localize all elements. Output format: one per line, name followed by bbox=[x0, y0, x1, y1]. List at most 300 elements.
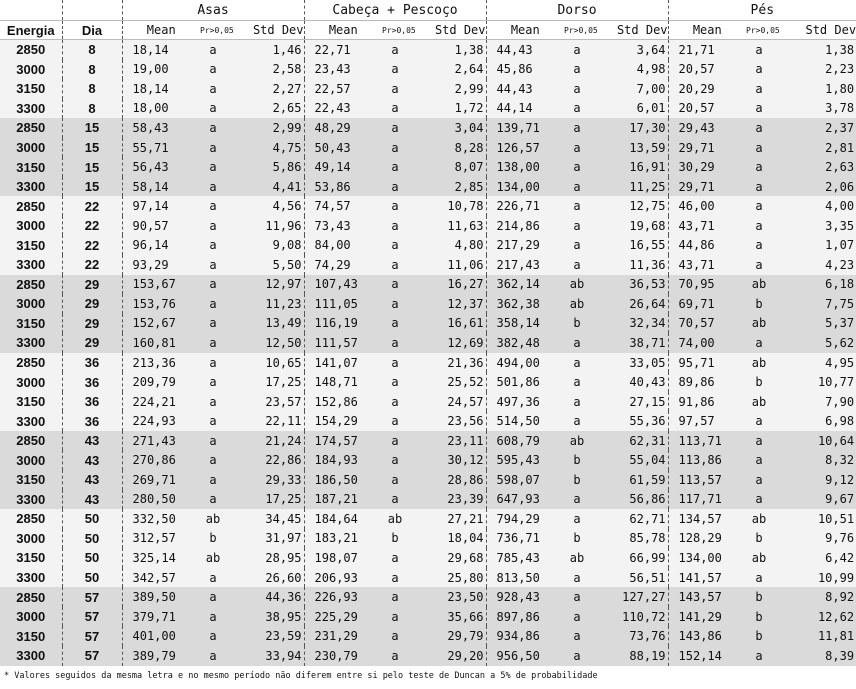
dorso-mean-cell: 813,50 bbox=[486, 568, 564, 588]
cabeca-letter-cell: a bbox=[382, 607, 408, 627]
asas-letter-cell: ab bbox=[200, 509, 226, 529]
dorso-letter-cell: a bbox=[564, 568, 590, 588]
pes-mean-cell: 141,57 bbox=[668, 568, 746, 588]
pes-letter-cell: a bbox=[746, 568, 772, 588]
dorso-std-cell: 16,55 bbox=[590, 235, 668, 255]
pes-letter-cell: ab bbox=[746, 275, 772, 295]
pes-letter-cell: a bbox=[746, 99, 772, 119]
asas-mean-cell: 90,57 bbox=[122, 216, 200, 236]
asas-letter-cell: a bbox=[200, 646, 226, 666]
energia-cell: 3150 bbox=[0, 157, 62, 177]
dia-cell: 29 bbox=[62, 275, 122, 295]
group-header: Pés bbox=[668, 0, 856, 21]
dorso-mean-cell: 217,43 bbox=[486, 255, 564, 275]
pes-letter-cell: b bbox=[746, 294, 772, 314]
pes-letter-cell: ab bbox=[746, 392, 772, 412]
asas-std-cell: 2,99 bbox=[226, 118, 304, 138]
cabeca-letter-cell: a bbox=[382, 490, 408, 510]
dorso-mean-cell: 44,14 bbox=[486, 99, 564, 119]
pes-mean-cell: 70,57 bbox=[668, 314, 746, 334]
asas-mean-cell: 389,79 bbox=[122, 646, 200, 666]
dorso-std-cell: 26,64 bbox=[590, 294, 668, 314]
pes-mean-cell: 113,86 bbox=[668, 450, 746, 470]
asas-mean-cell: 389,50 bbox=[122, 587, 200, 607]
asas-std-cell: 11,23 bbox=[226, 294, 304, 314]
table-row bbox=[0, 177, 856, 197]
cabeca-std-cell: 1,38 bbox=[408, 40, 486, 60]
dia-cell: 29 bbox=[62, 333, 122, 353]
std-header: Std Dev bbox=[408, 21, 486, 40]
cabeca-mean-cell: 154,29 bbox=[304, 411, 382, 431]
cabeca-std-cell: 8,28 bbox=[408, 138, 486, 158]
energia-cell: 3150 bbox=[0, 392, 62, 412]
asas-mean-cell: 97,14 bbox=[122, 196, 200, 216]
energia-cell: 3000 bbox=[0, 607, 62, 627]
dia-cell: 22 bbox=[62, 196, 122, 216]
energia-cell: 2850 bbox=[0, 196, 62, 216]
asas-letter-cell: a bbox=[200, 157, 226, 177]
dorso-std-cell: 11,25 bbox=[590, 177, 668, 197]
dorso-std-cell: 55,36 bbox=[590, 411, 668, 431]
energia-cell: 3300 bbox=[0, 568, 62, 588]
dorso-std-cell: 110,72 bbox=[590, 607, 668, 627]
pes-mean-cell: 91,86 bbox=[668, 392, 746, 412]
asas-letter-cell: a bbox=[200, 372, 226, 392]
asas-std-cell: 2,65 bbox=[226, 99, 304, 119]
pes-std-cell: 4,95 bbox=[772, 353, 856, 373]
table-row bbox=[0, 490, 856, 510]
pes-letter-cell: a bbox=[746, 490, 772, 510]
dorso-mean-cell: 362,14 bbox=[486, 275, 564, 295]
pes-letter-cell: a bbox=[746, 450, 772, 470]
dia-cell: 43 bbox=[62, 470, 122, 490]
cabeca-letter-cell: ab bbox=[382, 509, 408, 529]
asas-letter-cell: a bbox=[200, 79, 226, 99]
cabeca-std-cell: 27,21 bbox=[408, 509, 486, 529]
dorso-mean-cell: 44,43 bbox=[486, 79, 564, 99]
dorso-letter-cell: b bbox=[564, 470, 590, 490]
dorso-letter-cell: a bbox=[564, 372, 590, 392]
asas-std-cell: 5,86 bbox=[226, 157, 304, 177]
dorso-std-cell: 13,59 bbox=[590, 138, 668, 158]
pes-std-cell: 7,75 bbox=[772, 294, 856, 314]
pes-std-cell: 10,99 bbox=[772, 568, 856, 588]
dorso-std-cell: 19,68 bbox=[590, 216, 668, 236]
energia-cell: 3000 bbox=[0, 450, 62, 470]
pes-letter-cell: a bbox=[746, 196, 772, 216]
cabeca-mean-cell: 111,05 bbox=[304, 294, 382, 314]
dorso-mean-cell: 139,71 bbox=[486, 118, 564, 138]
asas-letter-cell: a bbox=[200, 275, 226, 295]
dia-cell: 36 bbox=[62, 353, 122, 373]
energia-cell: 3000 bbox=[0, 60, 62, 80]
pes-mean-cell: 70,95 bbox=[668, 275, 746, 295]
cabeca-letter-cell: a bbox=[382, 235, 408, 255]
cabeca-letter-cell: a bbox=[382, 275, 408, 295]
dorso-std-cell: 7,00 bbox=[590, 79, 668, 99]
table-row bbox=[0, 646, 856, 666]
dorso-letter-cell: a bbox=[564, 392, 590, 412]
pes-mean-cell: 43,71 bbox=[668, 216, 746, 236]
asas-mean-cell: 18,14 bbox=[122, 40, 200, 60]
cabeca-letter-cell: a bbox=[382, 196, 408, 216]
asas-std-cell: 17,25 bbox=[226, 490, 304, 510]
dorso-mean-cell: 736,71 bbox=[486, 529, 564, 549]
dia-cell: 50 bbox=[62, 548, 122, 568]
cabeca-mean-cell: 148,71 bbox=[304, 372, 382, 392]
asas-letter-cell: a bbox=[200, 470, 226, 490]
dorso-std-cell: 3,64 bbox=[590, 40, 668, 60]
dia-cell: 36 bbox=[62, 372, 122, 392]
dorso-std-cell: 56,51 bbox=[590, 568, 668, 588]
asas-std-cell: 38,95 bbox=[226, 607, 304, 627]
pr-header: Pr>0,05 bbox=[200, 21, 226, 40]
cabeca-mean-cell: 186,50 bbox=[304, 470, 382, 490]
table-row bbox=[0, 314, 856, 334]
dorso-std-cell: 127,27 bbox=[590, 587, 668, 607]
cabeca-mean-cell: 49,14 bbox=[304, 157, 382, 177]
dorso-std-cell: 62,71 bbox=[590, 509, 668, 529]
dia-cell: 8 bbox=[62, 99, 122, 119]
pes-std-cell: 5,62 bbox=[772, 333, 856, 353]
corner-blank bbox=[0, 0, 62, 21]
dorso-letter-cell: ab bbox=[564, 548, 590, 568]
group-header: Dorso bbox=[486, 0, 668, 21]
cabeca-mean-cell: 22,71 bbox=[304, 40, 382, 60]
pes-mean-cell: 20,29 bbox=[668, 79, 746, 99]
energia-cell: 2850 bbox=[0, 431, 62, 451]
energia-cell: 3150 bbox=[0, 470, 62, 490]
energia-cell: 3300 bbox=[0, 177, 62, 197]
cabeca-std-cell: 24,57 bbox=[408, 392, 486, 412]
pes-letter-cell: a bbox=[746, 333, 772, 353]
cabeca-std-cell: 12,69 bbox=[408, 333, 486, 353]
dorso-mean-cell: 608,79 bbox=[486, 431, 564, 451]
dorso-std-cell: 38,71 bbox=[590, 333, 668, 353]
pes-mean-cell: 46,00 bbox=[668, 196, 746, 216]
dia-cell: 8 bbox=[62, 79, 122, 99]
dia-cell: 43 bbox=[62, 431, 122, 451]
pes-std-cell: 3,78 bbox=[772, 99, 856, 119]
dorso-letter-cell: a bbox=[564, 60, 590, 80]
pes-mean-cell: 143,86 bbox=[668, 626, 746, 646]
dorso-std-cell: 16,91 bbox=[590, 157, 668, 177]
table-row bbox=[0, 216, 856, 236]
pes-mean-cell: 43,71 bbox=[668, 255, 746, 275]
asas-std-cell: 12,97 bbox=[226, 275, 304, 295]
dorso-letter-cell: a bbox=[564, 177, 590, 197]
energia-cell: 3300 bbox=[0, 99, 62, 119]
cabeca-std-cell: 23,50 bbox=[408, 587, 486, 607]
dorso-std-cell: 33,05 bbox=[590, 353, 668, 373]
dorso-std-cell: 56,86 bbox=[590, 490, 668, 510]
pes-std-cell: 2,81 bbox=[772, 138, 856, 158]
cabeca-std-cell: 23,39 bbox=[408, 490, 486, 510]
cabeca-mean-cell: 187,21 bbox=[304, 490, 382, 510]
pes-mean-cell: 69,71 bbox=[668, 294, 746, 314]
energia-cell: 3150 bbox=[0, 626, 62, 646]
pes-std-cell: 9,12 bbox=[772, 470, 856, 490]
dorso-std-cell: 4,98 bbox=[590, 60, 668, 80]
asas-letter-cell: a bbox=[200, 626, 226, 646]
corner-blank bbox=[62, 0, 122, 21]
dia-cell: 22 bbox=[62, 255, 122, 275]
dorso-mean-cell: 928,43 bbox=[486, 587, 564, 607]
dorso-letter-cell: a bbox=[564, 646, 590, 666]
asas-letter-cell: a bbox=[200, 607, 226, 627]
energia-cell: 3000 bbox=[0, 529, 62, 549]
asas-letter-cell: a bbox=[200, 431, 226, 451]
dorso-mean-cell: 785,43 bbox=[486, 548, 564, 568]
cabeca-mean-cell: 73,43 bbox=[304, 216, 382, 236]
dorso-mean-cell: 934,86 bbox=[486, 626, 564, 646]
table-row bbox=[0, 548, 856, 568]
table-row bbox=[0, 79, 856, 99]
asas-std-cell: 31,97 bbox=[226, 529, 304, 549]
asas-letter-cell: a bbox=[200, 314, 226, 334]
pes-letter-cell: a bbox=[746, 177, 772, 197]
dorso-letter-cell: b bbox=[564, 314, 590, 334]
asas-letter-cell: a bbox=[200, 255, 226, 275]
table-row bbox=[0, 626, 856, 646]
cabeca-mean-cell: 116,19 bbox=[304, 314, 382, 334]
energia-cell: 3000 bbox=[0, 138, 62, 158]
asas-mean-cell: 153,67 bbox=[122, 275, 200, 295]
mean-header: Mean bbox=[486, 21, 564, 40]
cabeca-std-cell: 2,99 bbox=[408, 79, 486, 99]
cabeca-std-cell: 16,27 bbox=[408, 275, 486, 295]
cabeca-letter-cell: a bbox=[382, 626, 408, 646]
table-row bbox=[0, 196, 856, 216]
dorso-std-cell: 11,36 bbox=[590, 255, 668, 275]
mean-header: Mean bbox=[122, 21, 200, 40]
table-row bbox=[0, 470, 856, 490]
cabeca-std-cell: 1,72 bbox=[408, 99, 486, 119]
dorso-mean-cell: 134,00 bbox=[486, 177, 564, 197]
group-header-row bbox=[0, 0, 856, 21]
mean-header: Mean bbox=[304, 21, 382, 40]
dorso-std-cell: 32,34 bbox=[590, 314, 668, 334]
asas-letter-cell: a bbox=[200, 196, 226, 216]
pes-mean-cell: 134,57 bbox=[668, 509, 746, 529]
cabeca-mean-cell: 152,86 bbox=[304, 392, 382, 412]
cabeca-std-cell: 11,63 bbox=[408, 216, 486, 236]
cabeca-mean-cell: 206,93 bbox=[304, 568, 382, 588]
dorso-letter-cell: a bbox=[564, 255, 590, 275]
pes-std-cell: 10,64 bbox=[772, 431, 856, 451]
dia-cell: 57 bbox=[62, 626, 122, 646]
cabeca-std-cell: 18,04 bbox=[408, 529, 486, 549]
cabeca-std-cell: 10,78 bbox=[408, 196, 486, 216]
cabeca-letter-cell: a bbox=[382, 177, 408, 197]
cabeca-std-cell: 25,52 bbox=[408, 372, 486, 392]
asas-std-cell: 4,56 bbox=[226, 196, 304, 216]
dia-cell: 50 bbox=[62, 568, 122, 588]
column-header-row bbox=[0, 21, 856, 40]
dorso-letter-cell: a bbox=[564, 411, 590, 431]
asas-mean-cell: 271,43 bbox=[122, 431, 200, 451]
pes-letter-cell: b bbox=[746, 626, 772, 646]
pes-std-cell: 6,18 bbox=[772, 275, 856, 295]
asas-std-cell: 2,27 bbox=[226, 79, 304, 99]
dorso-letter-cell: a bbox=[564, 138, 590, 158]
asas-mean-cell: 270,86 bbox=[122, 450, 200, 470]
asas-std-cell: 4,75 bbox=[226, 138, 304, 158]
pes-mean-cell: 152,14 bbox=[668, 646, 746, 666]
dorso-std-cell: 66,99 bbox=[590, 548, 668, 568]
pes-mean-cell: 113,71 bbox=[668, 431, 746, 451]
pes-std-cell: 10,51 bbox=[772, 509, 856, 529]
dorso-letter-cell: a bbox=[564, 607, 590, 627]
pes-mean-cell: 30,29 bbox=[668, 157, 746, 177]
cabeca-mean-cell: 53,86 bbox=[304, 177, 382, 197]
asas-letter-cell: a bbox=[200, 60, 226, 80]
table-row bbox=[0, 138, 856, 158]
dorso-mean-cell: 956,50 bbox=[486, 646, 564, 666]
asas-std-cell: 1,46 bbox=[226, 40, 304, 60]
cabeca-mean-cell: 23,43 bbox=[304, 60, 382, 80]
pes-mean-cell: 29,71 bbox=[668, 177, 746, 197]
asas-std-cell: 26,60 bbox=[226, 568, 304, 588]
pes-std-cell: 2,23 bbox=[772, 60, 856, 80]
pes-letter-cell: a bbox=[746, 157, 772, 177]
cabeca-letter-cell: a bbox=[382, 372, 408, 392]
asas-std-cell: 21,24 bbox=[226, 431, 304, 451]
pes-letter-cell: a bbox=[746, 60, 772, 80]
dia-cell: 43 bbox=[62, 490, 122, 510]
table-row bbox=[0, 568, 856, 588]
table-row bbox=[0, 235, 856, 255]
dia-cell: 36 bbox=[62, 392, 122, 412]
pes-letter-cell: ab bbox=[746, 509, 772, 529]
dia-cell: 36 bbox=[62, 411, 122, 431]
cabeca-letter-cell: a bbox=[382, 255, 408, 275]
asas-letter-cell: a bbox=[200, 118, 226, 138]
energia-cell: 3150 bbox=[0, 79, 62, 99]
asas-std-cell: 23,59 bbox=[226, 626, 304, 646]
cabeca-letter-cell: a bbox=[382, 431, 408, 451]
cabeca-mean-cell: 22,43 bbox=[304, 99, 382, 119]
dia-cell: 29 bbox=[62, 314, 122, 334]
dia-cell: 15 bbox=[62, 138, 122, 158]
std-header: Std Dev bbox=[226, 21, 304, 40]
pes-mean-cell: 20,57 bbox=[668, 99, 746, 119]
pes-std-cell: 12,62 bbox=[772, 607, 856, 627]
asas-letter-cell: b bbox=[200, 529, 226, 549]
pes-letter-cell: a bbox=[746, 118, 772, 138]
cabeca-letter-cell: a bbox=[382, 450, 408, 470]
asas-letter-cell: a bbox=[200, 353, 226, 373]
asas-std-cell: 29,33 bbox=[226, 470, 304, 490]
asas-mean-cell: 342,57 bbox=[122, 568, 200, 588]
pr-header: Pr>0,05 bbox=[564, 21, 590, 40]
asas-mean-cell: 96,14 bbox=[122, 235, 200, 255]
dorso-letter-cell: ab bbox=[564, 275, 590, 295]
table-row bbox=[0, 40, 856, 60]
cabeca-std-cell: 35,66 bbox=[408, 607, 486, 627]
pes-letter-cell: b bbox=[746, 529, 772, 549]
energia-cell: 3300 bbox=[0, 646, 62, 666]
cabeca-letter-cell: a bbox=[382, 99, 408, 119]
table-row bbox=[0, 333, 856, 353]
asas-std-cell: 23,57 bbox=[226, 392, 304, 412]
asas-letter-cell: a bbox=[200, 177, 226, 197]
energia-header: Energia bbox=[0, 21, 62, 40]
dia-cell: 29 bbox=[62, 294, 122, 314]
asas-letter-cell: a bbox=[200, 99, 226, 119]
cabeca-letter-cell: a bbox=[382, 392, 408, 412]
dorso-mean-cell: 595,43 bbox=[486, 450, 564, 470]
pes-std-cell: 1,38 bbox=[772, 40, 856, 60]
dorso-letter-cell: a bbox=[564, 118, 590, 138]
cabeca-mean-cell: 111,57 bbox=[304, 333, 382, 353]
cabeca-mean-cell: 225,29 bbox=[304, 607, 382, 627]
dorso-letter-cell: a bbox=[564, 353, 590, 373]
pes-std-cell: 10,77 bbox=[772, 372, 856, 392]
pes-mean-cell: 128,29 bbox=[668, 529, 746, 549]
energia-cell: 3000 bbox=[0, 372, 62, 392]
table-body bbox=[0, 40, 856, 666]
cabeca-std-cell: 29,79 bbox=[408, 626, 486, 646]
asas-letter-cell: a bbox=[200, 490, 226, 510]
asas-std-cell: 34,45 bbox=[226, 509, 304, 529]
asas-letter-cell: a bbox=[200, 216, 226, 236]
dorso-letter-cell: a bbox=[564, 157, 590, 177]
asas-std-cell: 33,94 bbox=[226, 646, 304, 666]
pes-mean-cell: 141,29 bbox=[668, 607, 746, 627]
dorso-mean-cell: 214,86 bbox=[486, 216, 564, 236]
asas-mean-cell: 224,93 bbox=[122, 411, 200, 431]
pes-std-cell: 1,80 bbox=[772, 79, 856, 99]
dorso-std-cell: 12,75 bbox=[590, 196, 668, 216]
pes-letter-cell: ab bbox=[746, 353, 772, 373]
asas-letter-cell: a bbox=[200, 587, 226, 607]
dorso-mean-cell: 794,29 bbox=[486, 509, 564, 529]
asas-mean-cell: 332,50 bbox=[122, 509, 200, 529]
energia-cell: 3300 bbox=[0, 411, 62, 431]
cabeca-std-cell: 23,11 bbox=[408, 431, 486, 451]
asas-std-cell: 2,58 bbox=[226, 60, 304, 80]
asas-letter-cell: a bbox=[200, 333, 226, 353]
table-row bbox=[0, 99, 856, 119]
cabeca-letter-cell: a bbox=[382, 138, 408, 158]
pes-letter-cell: ab bbox=[746, 314, 772, 334]
energia-cell: 3000 bbox=[0, 216, 62, 236]
group-header: Asas bbox=[122, 0, 304, 21]
dorso-letter-cell: a bbox=[564, 196, 590, 216]
cabeca-letter-cell: a bbox=[382, 548, 408, 568]
asas-mean-cell: 58,14 bbox=[122, 177, 200, 197]
cabeca-mean-cell: 74,29 bbox=[304, 255, 382, 275]
asas-mean-cell: 224,21 bbox=[122, 392, 200, 412]
dorso-letter-cell: a bbox=[564, 216, 590, 236]
cabeca-std-cell: 25,80 bbox=[408, 568, 486, 588]
dia-header: Dia bbox=[62, 21, 122, 40]
cabeca-letter-cell: a bbox=[382, 216, 408, 236]
pes-letter-cell: a bbox=[746, 470, 772, 490]
dorso-std-cell: 17,30 bbox=[590, 118, 668, 138]
cabeca-letter-cell: a bbox=[382, 157, 408, 177]
cabeca-std-cell: 2,85 bbox=[408, 177, 486, 197]
pes-letter-cell: a bbox=[746, 138, 772, 158]
cabeca-mean-cell: 50,43 bbox=[304, 138, 382, 158]
pes-letter-cell: a bbox=[746, 216, 772, 236]
cabeca-std-cell: 28,86 bbox=[408, 470, 486, 490]
asas-mean-cell: 19,00 bbox=[122, 60, 200, 80]
cabeca-letter-cell: a bbox=[382, 411, 408, 431]
asas-mean-cell: 58,43 bbox=[122, 118, 200, 138]
cabeca-std-cell: 16,61 bbox=[408, 314, 486, 334]
